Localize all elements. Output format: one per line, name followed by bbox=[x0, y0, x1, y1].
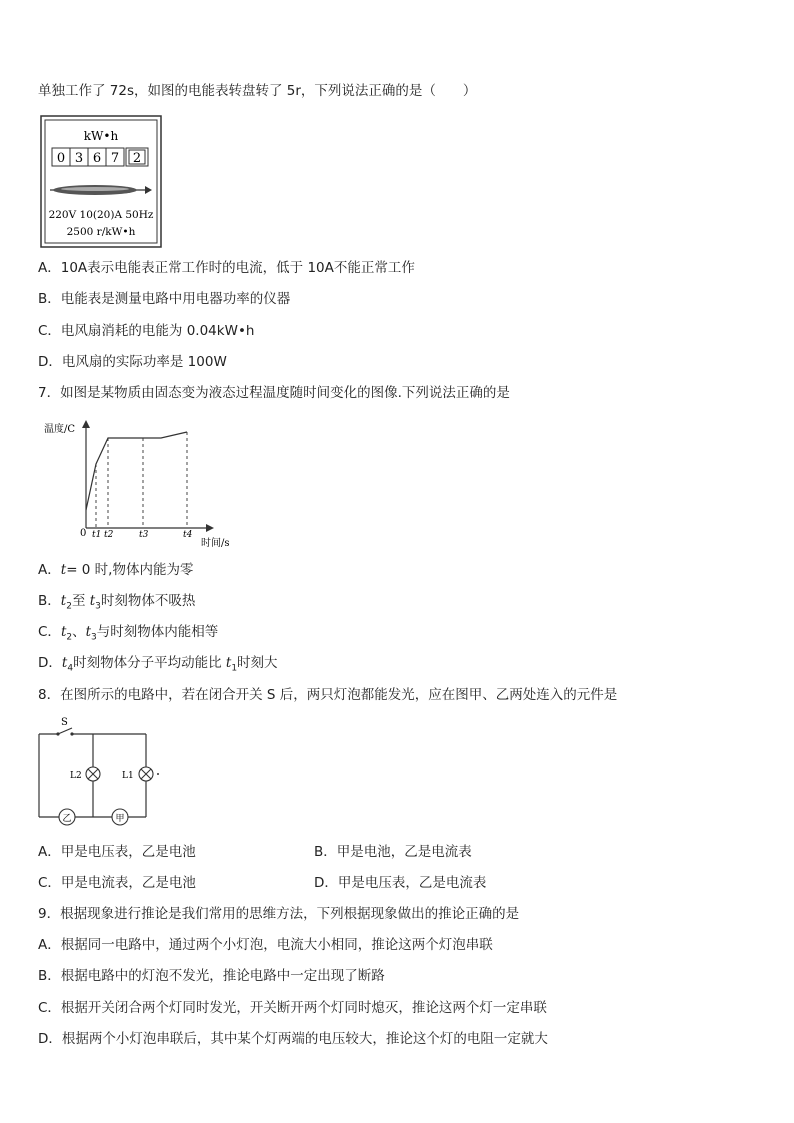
q8-option-c: C．甲是电流表，乙是电池 bbox=[38, 875, 196, 891]
q8-option-b: B．甲是电池，乙是电流表 bbox=[314, 844, 472, 860]
meter-digit: 7 bbox=[110, 151, 120, 166]
q6-option-c: C．电风扇消耗的电能为 0.04kW•h bbox=[38, 323, 255, 339]
electric-meter-figure bbox=[40, 115, 162, 248]
meter-digit: 3 bbox=[74, 151, 84, 166]
meter-spec-1: 220V 10(20)A 50Hz bbox=[48, 209, 154, 221]
graph-tick-t3: t3 bbox=[139, 530, 149, 540]
q7-option-a: A．t= 0 时,物体内能为零 bbox=[38, 562, 194, 578]
q9-option-d: D．根据两个小灯泡串联后，其中某个灯两端的电压较大，推论这个灯的电阻一定就大 bbox=[38, 1031, 548, 1047]
q6-option-b: B．电能表是测量电路中用电器功率的仪器 bbox=[38, 291, 291, 307]
temperature-time-graph bbox=[40, 418, 240, 550]
q6-option-d: D．电风扇的实际功率是 100W bbox=[38, 354, 227, 370]
lamp-l1-icon bbox=[139, 767, 153, 781]
q8-option-d: D．甲是电压表，乙是电流表 bbox=[314, 875, 487, 891]
q9-option-a: A．根据同一电路中，通过两个小灯泡，电流大小相同，推论这两个灯泡串联 bbox=[38, 937, 493, 953]
lamp-l2-icon bbox=[86, 767, 100, 781]
q7-option-d: D．$t_4$时刻物体分子平均动能比 $t_1$时刻大 bbox=[38, 655, 278, 674]
graph-tick-t1: t1 bbox=[92, 530, 102, 540]
graph-ylabel: 温度/C bbox=[44, 424, 76, 435]
q9-stem: 9．根据现象进行推论是我们常用的思维方法，下列根据现象做出的推论正确的是 bbox=[38, 906, 520, 922]
switch-label: S bbox=[61, 717, 68, 728]
q7-option-c: C．$t_2$、$t_3$与时刻物体内能相等 bbox=[38, 624, 219, 643]
circuit-diagram bbox=[36, 714, 166, 832]
meter-digit: 6 bbox=[92, 151, 102, 166]
q9-option-c: C．根据开关闭合两个灯同时发光，开关断开两个灯同时熄灭，推论这两个灯一定串联 bbox=[38, 1000, 547, 1016]
meter-jia-label: 甲 bbox=[115, 814, 125, 824]
lamp-l1-label: L1 bbox=[122, 771, 134, 781]
q6-stem: 单独工作了 72s，如图的电能表转盘转了 5r，下列说法正确的是（ ） bbox=[38, 83, 477, 99]
graph-tick-t4: t4 bbox=[183, 530, 193, 540]
q7-stem: 7．如图是某物质由固态变为液态过程温度随时间变化的图像.下列说法正确的是 bbox=[38, 385, 510, 401]
meter-yi-label: 乙 bbox=[62, 814, 72, 824]
temp-curve bbox=[86, 432, 187, 510]
meter-digit: 0 bbox=[56, 151, 66, 166]
meter-unit: kW•h bbox=[83, 129, 119, 143]
meter-digit: 2 bbox=[132, 151, 142, 166]
temperature-curve bbox=[86, 432, 187, 510]
graph-origin: 0 bbox=[80, 528, 87, 539]
graph-tick-t2: t2 bbox=[104, 530, 114, 540]
q6-option-a: A．10A表示电能表正常工作时的电流，低于 10A不能正常工作 bbox=[38, 260, 415, 276]
q7-option-b: B．$t_2$至 $t_3$时刻物体不吸热 bbox=[38, 593, 196, 612]
q8-option-a: A．甲是电压表，乙是电池 bbox=[38, 844, 196, 860]
meter-spec-2: 2500 r/kW•h bbox=[66, 226, 136, 238]
graph-xlabel: 时间/s bbox=[201, 538, 230, 549]
lamp-l2-label: L2 bbox=[70, 771, 82, 781]
q9-option-b: B．根据电路中的灯泡不发光，推论电路中一定出现了断路 bbox=[38, 968, 385, 984]
q8-stem: 8．在图所示的电路中，若在闭合开关 S 后，两只灯泡都能发光，应在图甲、乙两处连入的元件是 bbox=[38, 687, 618, 703]
